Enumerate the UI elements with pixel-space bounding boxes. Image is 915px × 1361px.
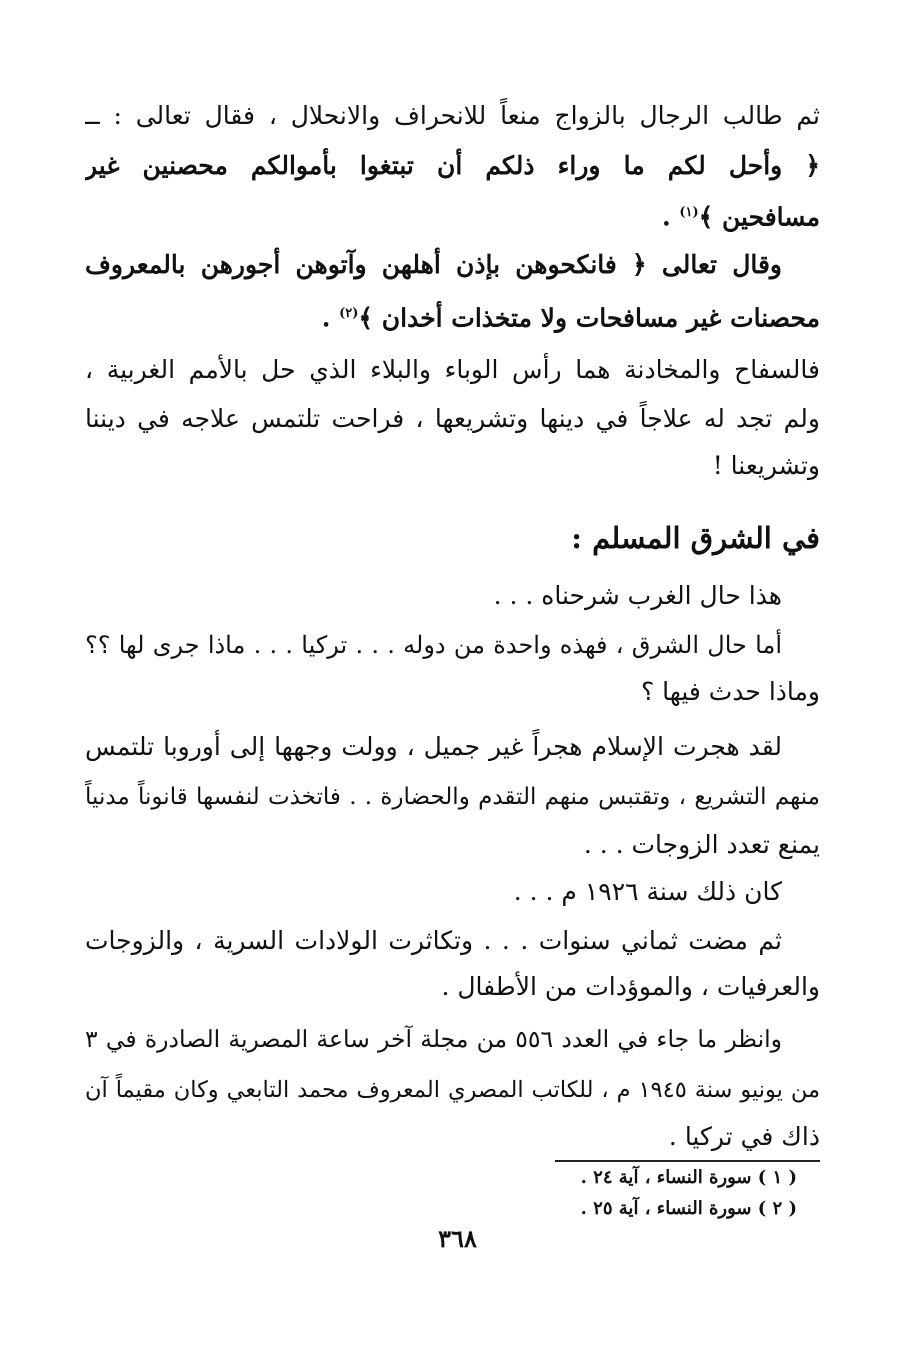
text-line: أما حال الشرق ، فهذه واحدة من دوله . . . تركيا . . . ماذا جرى لها ؟؟ xyxy=(85,631,782,659)
page-number: ٣٦٨ xyxy=(438,1224,477,1253)
footnote-divider xyxy=(555,1160,820,1162)
text-line: هذا حال الغرب شرحناه . . . xyxy=(493,581,782,610)
text-line: لقد هجرت الإسلام هجراً غير جميل ، وولت وجهها إلى أوروبا تلتمس xyxy=(85,732,782,761)
footnote-ref: (٢) xyxy=(339,306,359,321)
section-heading: في الشرق المسلم : xyxy=(571,521,820,555)
text-line: وماذا حدث فيها ؟ xyxy=(640,677,820,706)
text-line: كان ذلك سنة ١٩٢٦ م . . . xyxy=(513,877,782,906)
text-line: منهم التشريع ، وتقتبس منهم التقدم والحضارة . . فاتخذت لنفسها قانوناً مدنياً xyxy=(85,784,820,810)
text-line: وتشريعنا ! xyxy=(712,451,820,480)
text-line: يمنع تعدد الزوجات . . . xyxy=(583,830,820,859)
footnote-ref: (١) xyxy=(679,205,699,220)
text-line: من يونيو سنة ١٩٤٥ م ، للكاتب المصري المعروف محمد التابعي وكان مقيماً آن xyxy=(85,1077,820,1103)
quran-verse-line: مسافحين ﴾$^{(١)}$ . xyxy=(661,202,820,232)
text-line: والعرفيات ، والموؤدات من الأطفال . xyxy=(441,972,820,1001)
quran-verse-line: محصنات غير مسافحات ولا متخذات أخدان ﴾$^{(٢)}$ . xyxy=(321,303,820,333)
text-line: ثم مضت ثماني سنوات . . . وتكاثرت الولادات السرية ، والزوجات xyxy=(85,926,782,955)
text-line: ولم تجد له علاجاً في دينها وتشريعها ، فراحت تلتمس علاجه في ديننا xyxy=(85,404,820,433)
quran-verse-line: ﴿ وأحل لكم ما وراء ذلكم أن تبتغوا بأموالكم محصنين غير xyxy=(85,151,820,180)
quran-verse-line: وقال تعالى ﴿ فانكحوهن بإذن أهلهن وآتوهن أجورهن بالمعروف xyxy=(85,250,782,279)
footnote: ( ٢ ) سورة النساء ، آية ٢٥ . xyxy=(580,1198,797,1219)
text-line: فالسفاح والمخادنة هما رأس الوباء والبلاء الذي حل بالأمم الغربية ، xyxy=(85,355,820,384)
footnote: ( ١ ) سورة النساء ، آية ٢٤ . xyxy=(580,1167,797,1188)
text-line: ذاك في تركيا . xyxy=(668,1122,820,1151)
text-line: وانظر ما جاء في العدد ٥٥٦ من مجلة آخر ساعة المصرية الصادرة في ٣ xyxy=(85,1025,782,1053)
text-line: ثم طالب الرجال بالزواج منعاً للانحراف والانحلال ، فقال تعالى : ــ xyxy=(85,101,820,130)
